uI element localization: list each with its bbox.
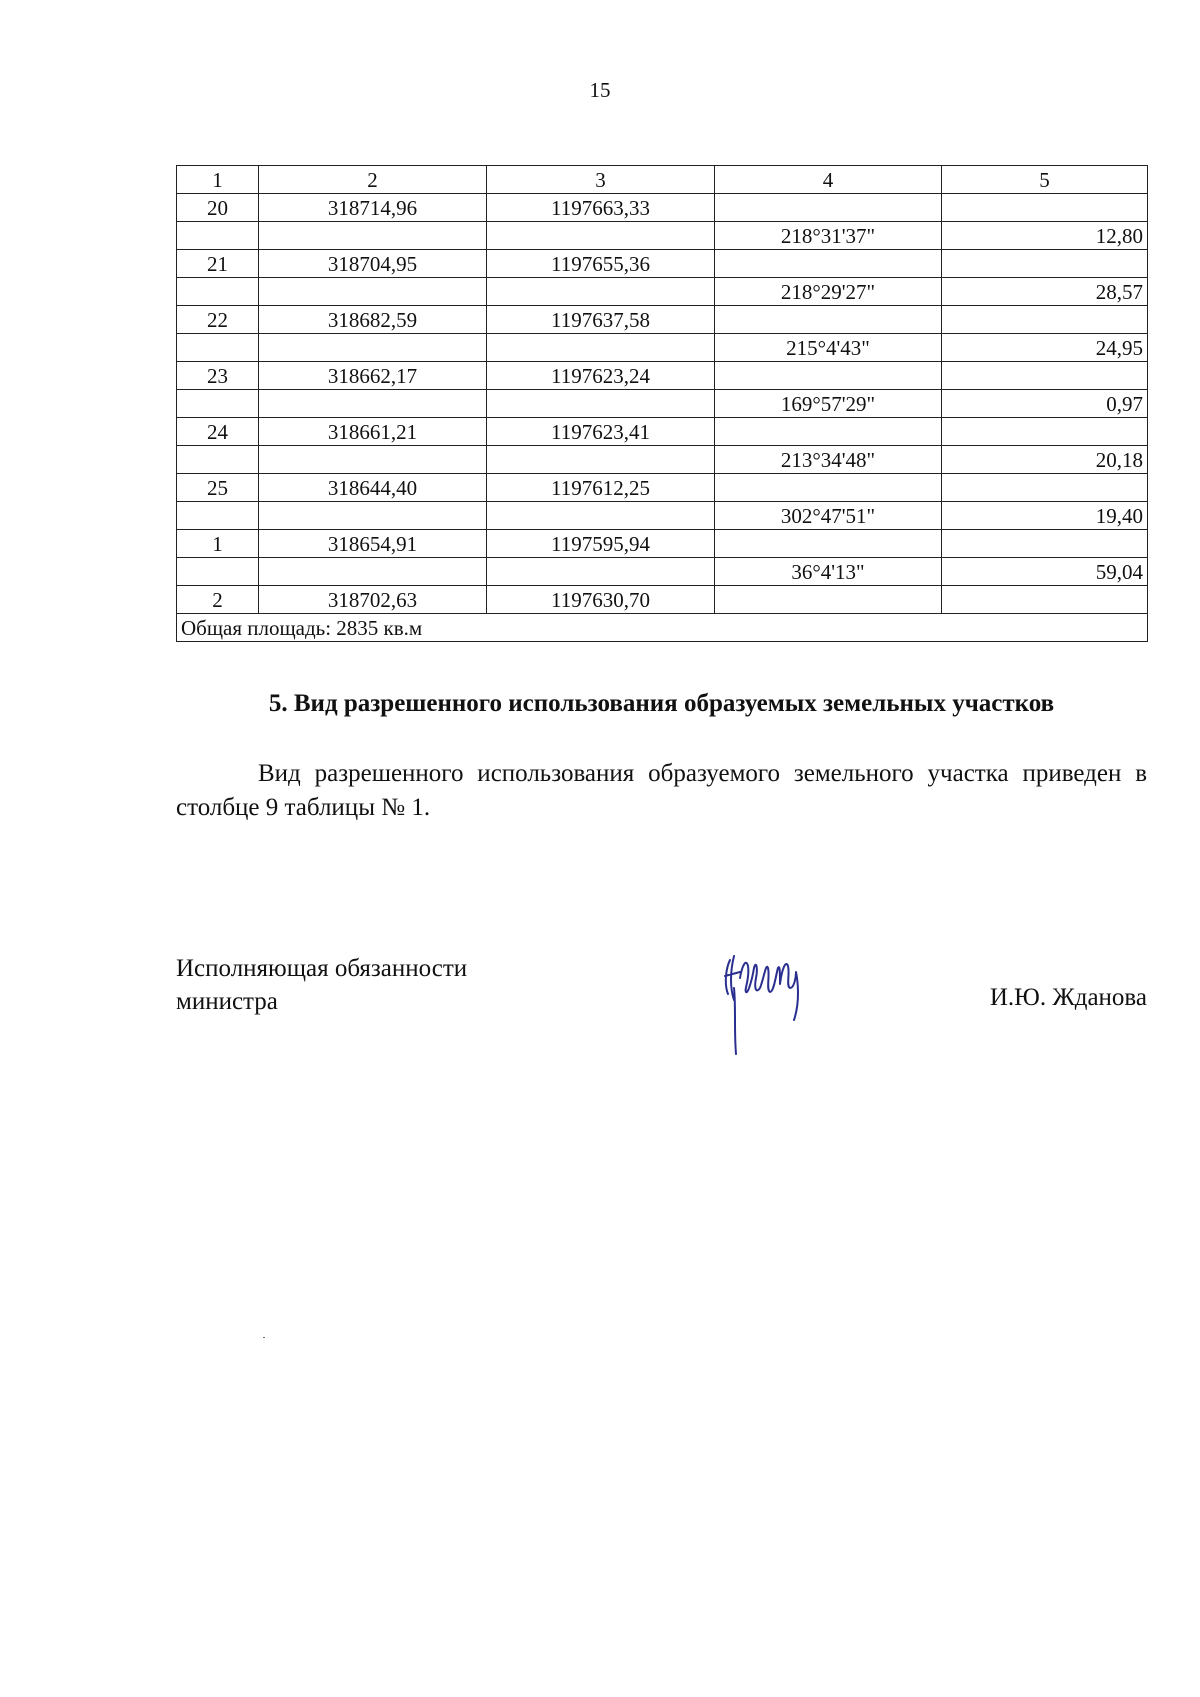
table-cell-col1 — [177, 222, 259, 250]
table-cell-col2 — [259, 334, 487, 362]
table-row — [177, 306, 1148, 334]
signature-drawing — [720, 938, 815, 1058]
table-cell-col4: 218°31'37" — [715, 222, 942, 250]
table-cell-col2: 318704,95 — [259, 250, 487, 278]
table-cell-col5: 24,95 — [942, 334, 1148, 362]
table-row — [177, 222, 1148, 250]
table-cell-col1: 25 — [177, 474, 259, 502]
table-cell-col1 — [177, 334, 259, 362]
table-row — [177, 418, 1148, 446]
table-cell-col2: 318644,40 — [259, 474, 487, 502]
table-cell-col3 — [487, 222, 715, 250]
table-cell-col5 — [942, 586, 1148, 614]
table-cell-col1: 20 — [177, 194, 259, 222]
signer-title-line1: Исполняющая обязанности — [176, 955, 468, 982]
table-row — [177, 586, 1148, 614]
table-cell-col5 — [942, 418, 1148, 446]
signer-title-line2: министра — [176, 988, 278, 1015]
table-cell-col3: 1197655,36 — [487, 250, 715, 278]
table-cell-col4: 169°57'29" — [715, 390, 942, 418]
table-cell-col4: 218°29'27" — [715, 278, 942, 306]
table-row — [177, 446, 1148, 474]
table-cell-col4 — [715, 194, 942, 222]
table-cell-col4: 36°4'13" — [715, 558, 942, 586]
table-cell-col5: 28,57 — [942, 278, 1148, 306]
table-row — [177, 194, 1148, 222]
table-cell-col4: 215°4'43" — [715, 334, 942, 362]
table-cell-col3 — [487, 502, 715, 530]
header-cell-4: 4 — [715, 166, 942, 194]
table-cell-col1: 2 — [177, 586, 259, 614]
table-row — [177, 362, 1148, 390]
table-cell-col3: 1197663,33 — [487, 194, 715, 222]
signer-title — [176, 952, 467, 1018]
table-cell-col1 — [177, 502, 259, 530]
table-cell-col4 — [715, 586, 942, 614]
table-cell-col4 — [715, 474, 942, 502]
table-row — [177, 558, 1148, 586]
table-cell-col4 — [715, 418, 942, 446]
table-header-row — [177, 166, 1148, 194]
table-cell-col3 — [487, 558, 715, 586]
table-cell-col3: 1197623,24 — [487, 362, 715, 390]
section-heading: 5. Вид разрешенного использования образуемых земельных участков — [268, 690, 1055, 717]
table-cell-col3 — [487, 446, 715, 474]
table-cell-col2 — [259, 390, 487, 418]
table-cell-col2 — [259, 558, 487, 586]
table-cell-col3: 1197623,41 — [487, 418, 715, 446]
table-cell-col5: 20,18 — [942, 446, 1148, 474]
table-cell-col1: 24 — [177, 418, 259, 446]
table-row — [177, 502, 1148, 530]
table-cell-col5 — [942, 530, 1148, 558]
table-cell-col3 — [487, 278, 715, 306]
table-cell-col5 — [942, 250, 1148, 278]
table-cell-col2: 318714,96 — [259, 194, 487, 222]
table-cell-col5 — [942, 474, 1148, 502]
table-cell-col3 — [487, 334, 715, 362]
table-cell-col2 — [259, 222, 487, 250]
table-cell-col5: 19,40 — [942, 502, 1148, 530]
header-cell-1: 1 — [177, 166, 259, 194]
table-cell-col2: 318661,21 — [259, 418, 487, 446]
table-cell-col4: 302°47'51" — [715, 502, 942, 530]
table-cell-col1: 21 — [177, 250, 259, 278]
table-cell-col1: 1 — [177, 530, 259, 558]
coordinates-table — [176, 165, 1148, 642]
table-body — [177, 166, 1148, 642]
table-cell-col4 — [715, 250, 942, 278]
table-cell-col2: 318702,63 — [259, 586, 487, 614]
table-cell-col1: 22 — [177, 306, 259, 334]
table-cell-col2 — [259, 446, 487, 474]
table-cell-col5: 12,80 — [942, 222, 1148, 250]
table-cell-col1 — [177, 558, 259, 586]
total-area-cell: Общая площадь: 2835 кв.м — [177, 614, 1148, 642]
table-cell-col5 — [942, 362, 1148, 390]
table-cell-col2: 318662,17 — [259, 362, 487, 390]
header-cell-2: 2 — [259, 166, 487, 194]
table-cell-col3: 1197630,70 — [487, 586, 715, 614]
table-cell-col3 — [487, 390, 715, 418]
table-cell-col4: 213°34'48" — [715, 446, 942, 474]
table-row — [177, 334, 1148, 362]
table-cell-col4 — [715, 530, 942, 558]
table-cell-col1 — [177, 446, 259, 474]
signer-name: И.Ю. Жданова — [989, 984, 1147, 1011]
table-cell-col1: 23 — [177, 362, 259, 390]
table-row — [177, 530, 1148, 558]
table-cell-col1 — [177, 390, 259, 418]
page-mark — [263, 1337, 265, 1338]
table-cell-col5: 0,97 — [942, 390, 1148, 418]
header-cell-5: 5 — [942, 166, 1148, 194]
table-cell-col2: 318682,59 — [259, 306, 487, 334]
table-cell-col2 — [259, 278, 487, 306]
table-cell-col2: 318654,91 — [259, 530, 487, 558]
table-row — [177, 474, 1148, 502]
table-row — [177, 390, 1148, 418]
table-cell-col4 — [715, 306, 942, 334]
table-cell-col3: 1197595,94 — [487, 530, 715, 558]
table-row — [177, 278, 1148, 306]
table-cell-col5 — [942, 306, 1148, 334]
table-cell-col5: 59,04 — [942, 558, 1148, 586]
page-number: 15 — [589, 78, 611, 102]
header-cell-3: 3 — [487, 166, 715, 194]
section-text: Вид разрешенного использования образуемого земельного участка приведен в столбце 9 таблицы № 1. — [176, 760, 1147, 821]
table-row — [177, 250, 1148, 278]
table-cell-col5 — [942, 194, 1148, 222]
table-cell-col3: 1197637,58 — [487, 306, 715, 334]
table-cell-col1 — [177, 278, 259, 306]
table-cell-col3: 1197612,25 — [487, 474, 715, 502]
table-total-row — [177, 614, 1148, 642]
handwritten-signature — [720, 938, 815, 1063]
table-cell-col2 — [259, 502, 487, 530]
table-cell-col4 — [715, 362, 942, 390]
